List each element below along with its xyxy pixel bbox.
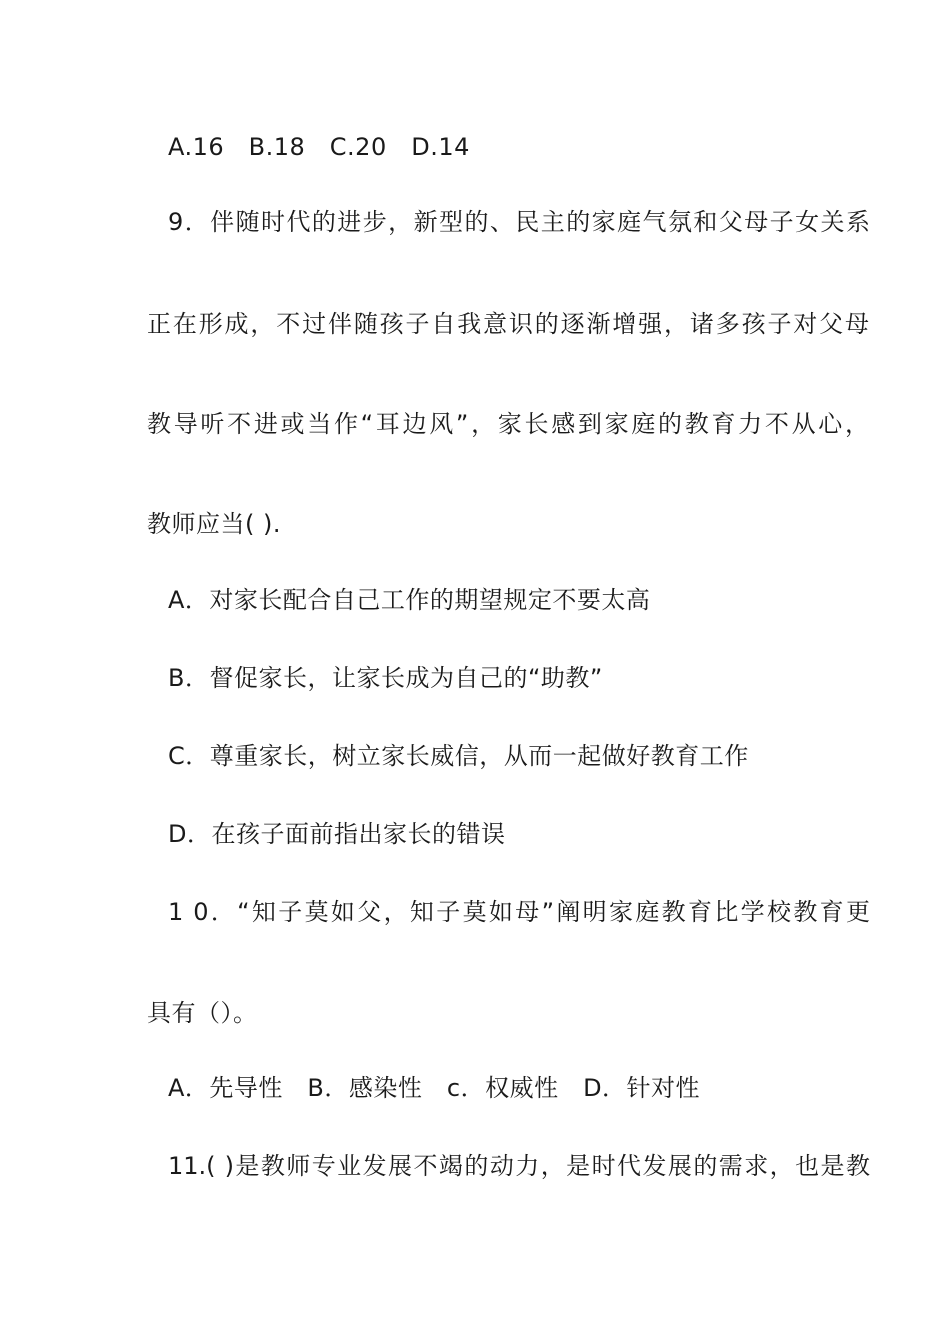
question-9-option-c: C．尊重家长，树立家长威信，从而一起做好教育工作 [168, 742, 749, 770]
question-9-stem-line-1: 9．伴随时代的进步，新型的、民主的家庭气氛和父母子女关系 [168, 208, 870, 236]
question-9-option-a: A．对家长配合自己工作的期望规定不要太高 [168, 586, 651, 614]
previous-question-options: A.16 B.18 C.20 D.14 [168, 133, 470, 161]
question-9-stem-line-3: 教导听不进或当作“耳边风”，家长感到家庭的教育力不从心， [147, 410, 869, 438]
question-9-stem-line-2: 正在形成，不过伴随孩子自我意识的逐渐增强，诸多孩子对父母 [147, 310, 869, 338]
question-9-option-b: B．督促家长，让家长成为自己的“助教” [168, 664, 603, 692]
question-9-option-d: D．在孩子面前指出家长的错误 [168, 820, 506, 848]
question-10-options: A．先导性 B．感染性 c．权威性 D．针对性 [168, 1074, 701, 1102]
question-9-stem-line-4: 教师应当( ). [147, 510, 281, 538]
question-11-stem-line-1: 11.( )是教师专业发展不竭的动力，是时代发展的需求，也是教 [168, 1152, 870, 1180]
question-10-stem-line-1: 1 0．“知子莫如父，知子莫如母”阐明家庭教育比学校教育更 [168, 898, 870, 926]
question-10-stem-line-2: 具有（）。 [147, 999, 258, 1027]
